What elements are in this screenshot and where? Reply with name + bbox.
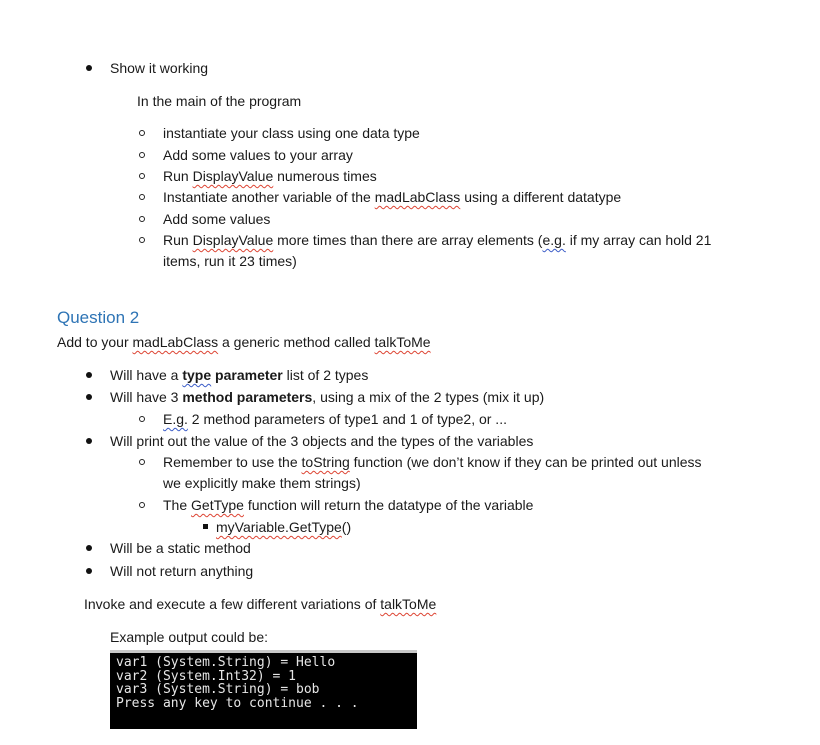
console-line: var1 (System.String) = Hello: [116, 655, 336, 670]
example-label: Example output could be:: [110, 629, 268, 645]
list-item: Instantiate another variable of the madLabClass using a different datatype: [163, 189, 622, 205]
bullet-dot: [86, 65, 92, 71]
bullet-show-it-working: Show it working: [110, 60, 209, 76]
bullet-dot: [86, 372, 92, 378]
list-item: Add some values: [163, 211, 271, 227]
question-2-intro: Add to your madLabClass a generic method called talkToMe: [57, 334, 431, 350]
circle-bullet: [139, 502, 145, 508]
bullet-type-parameter: Will have a type parameter list of 2 types: [110, 367, 369, 383]
console-output: [110, 650, 417, 729]
console-line: var3 (System.String) = bob: [116, 682, 320, 697]
section1-intro: In the main of the program: [137, 93, 302, 109]
bullet-dot: [86, 568, 92, 574]
bullet-dot: [86, 438, 92, 444]
console-line: Press any key to continue . . .: [116, 695, 359, 711]
list-item: instantiate your class using one data type: [163, 125, 420, 141]
sub-sub-item: myVariable.GetType(): [216, 519, 352, 535]
sub-item: E.g. 2 method parameters of type1 and 1 of type2, or ...: [163, 411, 507, 427]
circle-bullet: [139, 459, 145, 465]
bullet-dot: [86, 545, 92, 551]
circle-bullet: [139, 194, 145, 200]
sub-item: The GetType function will return the datatype of the variable: [163, 497, 534, 513]
bullet-dot: [86, 394, 92, 400]
circle-bullet: [139, 152, 145, 158]
invoke-instruction: Invoke and execute a few different variations of talkToMe: [84, 596, 437, 612]
console-line: var2 (System.Int32) = 1: [116, 668, 297, 684]
square-bullet: [203, 524, 208, 529]
bullet-no-return: Will not return anything: [110, 563, 254, 579]
circle-bullet: [139, 173, 145, 179]
list-item: Add some values to your array: [163, 147, 353, 163]
bullet-method-parameters: Will have 3 method parameters, using a mix of the 2 types (mix it up): [110, 389, 545, 405]
circle-bullet: [139, 216, 145, 222]
circle-bullet: [139, 130, 145, 136]
list-item: Run DisplayValue numerous times: [163, 168, 377, 184]
circle-bullet: [139, 237, 145, 243]
question-2-heading: Question 2: [57, 308, 140, 327]
list-item-continuation: items, run it 23 times): [163, 253, 297, 269]
bullet-static-method: Will be a static method: [110, 540, 251, 556]
sub-item-continuation: we explicitly make them strings): [163, 475, 361, 491]
sub-item: Remember to use the toString function (we don’t know if they can be printed out unless: [163, 454, 702, 470]
bullet-print-values: Will print out the value of the 3 objects and the types of the variables: [110, 433, 534, 449]
circle-bullet: [139, 416, 145, 422]
list-item: Run DisplayValue more times than there are array elements (e.g. if my array can hold 21: [163, 232, 712, 248]
